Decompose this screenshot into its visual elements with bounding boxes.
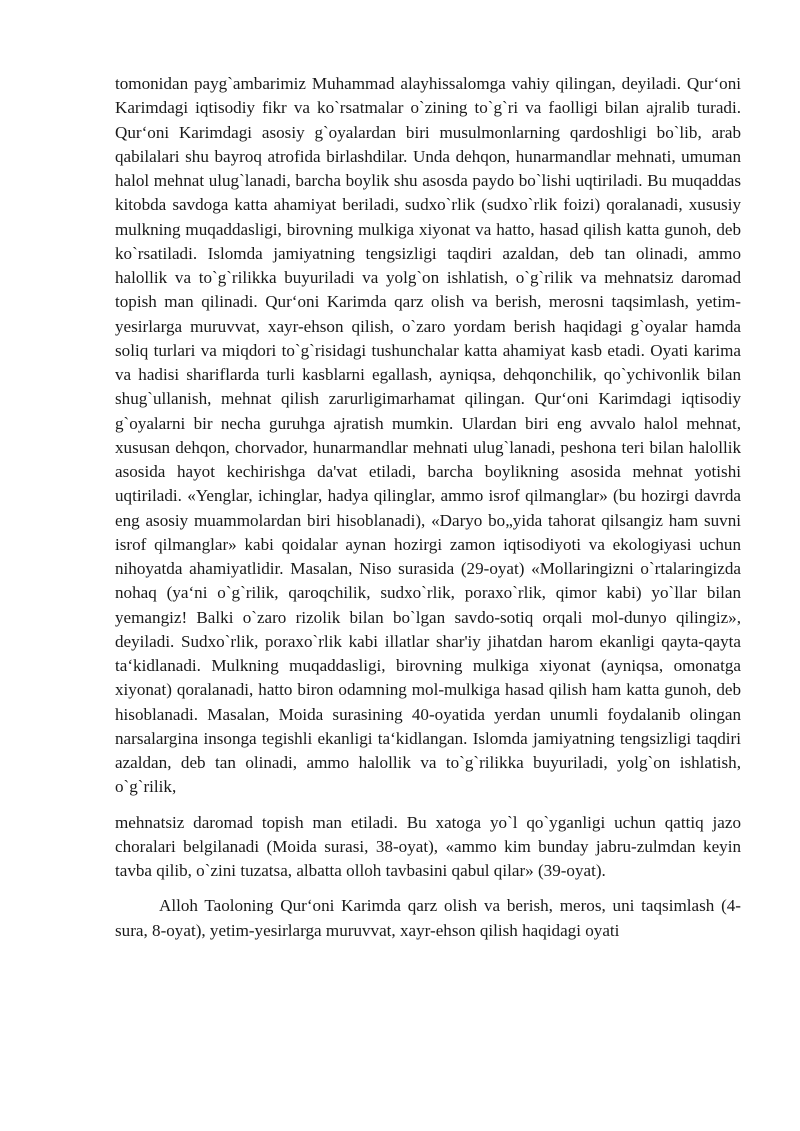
body-paragraph: Alloh Taoloning Qur‘oni Karimda qarz olish va berish, meros, uni taqsimlash (4-sura, 8-oyat), yetim-yesirlarga muruvvat, xayr-ehson qilish haqidagi oyati [115, 896, 741, 940]
body-paragraph: mehnatsiz daromad topish man etiladi. Bu xatoga yo`l qo`yganligi uchun qattiq jazo choralari belgilanadi (Moida surasi, 38-oyat), «ammo kim bunday jabru-zulmdan keyin tavba qilib, o`zini tuzatsa, albatta olloh tavbasini qabul qilar» (39-oyat). [115, 812, 741, 880]
document-page [115, 72, 741, 943]
body-paragraph: tomonidan payg`ambarimiz Muhammad alayhissalomga vahiy qilingan, deyiladi. Qur‘oni Karimdagi iqtisodiy fikr va ko`rsatmalar o`zining to`g`ri va faolligi bilan ajralib turadi. Qur‘oni Karimdagi asosiy g`oyalardan biri musulmonlarning qardoshligi bo`lib, arab qabilalari shu bayroq atrofida birlashdilar. Unda dehqon, hunarmandlar mehnati, umuman halol mehnat ulug`lanadi, barcha boylik shu asosda paydo bo`lishi uqtiriladi. Bu muqaddas kitobda savdoga katta ahamiyat beriladi, sudxo`rlik (sudxo`rlik foizi) qoralanadi, xususiy mulkning muqaddasligi, birovning mulkiga xiyonat va hatto, hasad qilish katta gunoh, deb ko`rsatiladi. Islomda jamiyatning tengsizligi taqdiri azaldan, deb tan olinadi, ammo halollik va to`g`rilikka buyuriladi va yolg`on ishlatish, o`g`rilik va mehnatsiz daromad topish man qilinadi. Qur‘oni Karimda qarz olish va berish, merosni taqsimlash, yetim-yesirlarga muruvvat, xayr-ehson qilish, o`zaro yordam berish haqidagi g`oyalar hamda soliq turlari va miqdori to`g`risidagi tushunchalar katta ahamiyat kasb etadi. Oyati karima va hadisi shariflarda turli kasblarni egallash, ayniqsa, dehqonchilik, qo`ychivonlik bilan shug`ullanish, mehnat qilish zarurligimarhamat qilingan. Qur‘oni Karimdagi iqtisodiy g`oyalarni bir necha guruhga ajratish mumkin. Ulardan biri eng avvalo halol mehnat, xususan dehqon, chorvador, hunarmandlar mehnati ulug`lanadi, peshona teri bilan halollik asosida hayot kechirishga da'vat etiladi, barcha boylikning asosida mehnat yotishi uqtiriladi. «Yenglar, ichinglar, hadya qilinglar, ammo isrof qilmanglar» (bu hozirgi davrda eng asosiy muammolardan biri hisoblanadi), «Daryo bo„yida tahorat qilsangiz ham suvni isrof qilmanglar» kabi qoidalar aynan hozirgi zamon iqtisodiyoti va ekologiyasi uchun nihoyatda ahamiyatlidir. Masalan, Niso surasida (29-oyat) «Mollaringizni o`rtalaringizda nohaq (ya‘ni o`g`rilik, qaroqchilik, sudxo`rlik, poraxo`rlik, qimor kabi) yo`llar bilan yemangiz! Balki o`zaro rizolik bilan bo`lgan savdo-sotiq orqali mol-dunyo qilingiz», deyiladi. Sudxo`rlik, poraxo`rlik kabi illatlar shar'iy jihatdan harom ekanligi qayta-qayta ta‘kidlanadi. Mulkning muqaddasligi, birovning mulkiga xiyonat (ayniqsa, omonatga xiyonat) qoralanadi, hatto biron odamning mol-mulkiga hasad qilish ham katta gunoh, deb hisoblanadi. Masalan, Moida surasining 40-oyatida yerdan unumli foydalanib olingan narsalargina insonga tegishli ekanligi ta‘kidlangan. Islomda jamiyatning tengsizligi taqdiri azaldan, deb tan olinadi, ammo halollik va to`g`rilikka buyuriladi, yolg`on ishlatish, o`g`rilik, [115, 74, 741, 797]
